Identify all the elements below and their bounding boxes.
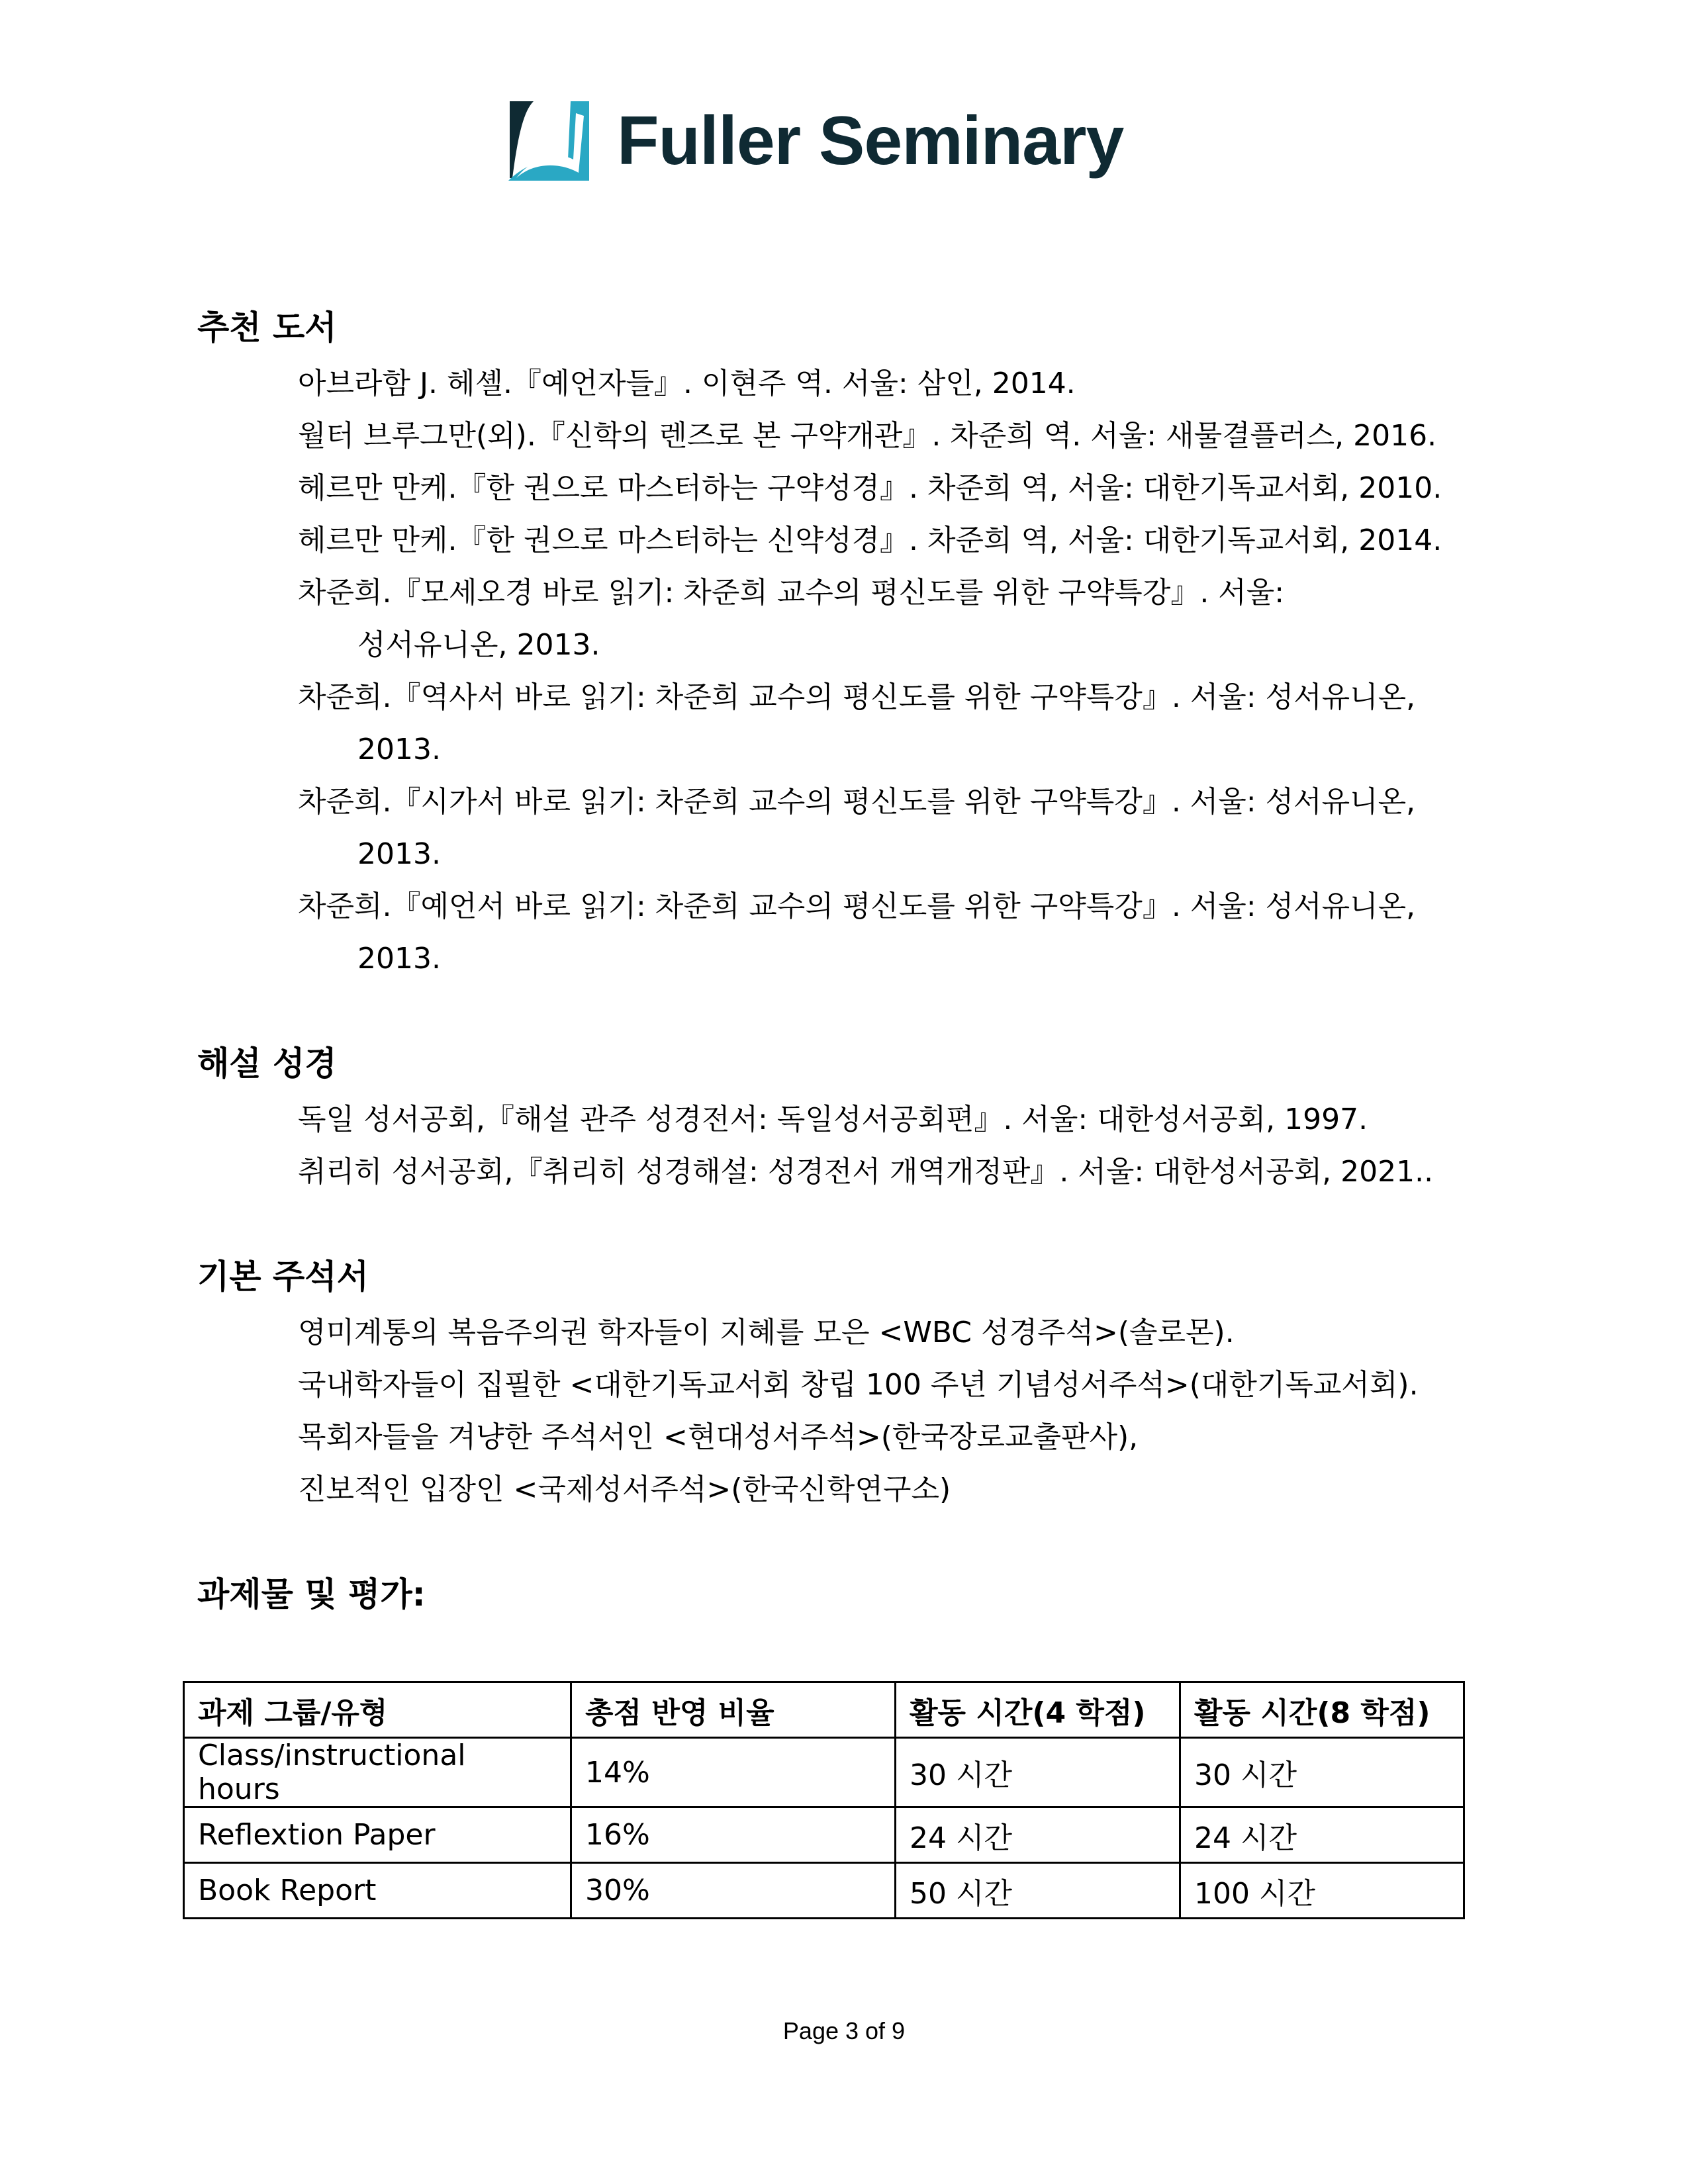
entry-text-continued: 2013. — [357, 733, 441, 766]
entry-text: 차준희.『시가서 바로 읽기: 차준희 교수의 평신도를 위한 구약특강』. 서울: 성서유니온, — [298, 785, 1416, 819]
entry-text-continued: 2013. — [357, 837, 441, 871]
table-header-row — [184, 1682, 1464, 1738]
table-cell: 30 시간 — [1180, 1738, 1464, 1807]
column-header: 총점 반영 비율 — [571, 1682, 896, 1738]
column-header: 활동 시간(8 학점) — [1180, 1682, 1464, 1738]
column-header: 활동 시간(4 학점) — [896, 1682, 1180, 1738]
logo-wordmark: Fuller Seminary — [617, 103, 1124, 179]
entry-text: 헤르만 만케.『한 권으로 마스터하는 신약성경』. 차준희 역, 서울: 대한기독교서회, 2014. — [298, 523, 1442, 557]
commentary-entry: 국내학자들이 집필한 <대한기독교서회 창립 100 주년 기념성서주석>(대한기독교서회). — [298, 1368, 1419, 1402]
recommended-books-heading: 추천 도서 — [197, 308, 337, 347]
bibliography-entry: 독일 성서공회,『해설 관주 성경전서: 독일성서공회편』. 서울: 대한성서공회, 1997. — [298, 1103, 1368, 1136]
study-bibles-heading: 해설 성경 — [197, 1044, 337, 1083]
table-cell: 30% — [571, 1863, 896, 1919]
table-cell: Book Report — [184, 1863, 571, 1919]
table-cell: 24 시간 — [896, 1807, 1180, 1863]
entry-text: 차준희.『예언서 바로 읽기: 차준희 교수의 평신도를 위한 구약특강』. 서울: 성서유니온, — [298, 889, 1416, 923]
table-cell: 14% — [571, 1738, 896, 1807]
commentaries-heading: 기본 주석서 — [197, 1257, 369, 1296]
entry-text: 월터 브루그만(외).『신학의 렌즈로 본 구약개관』. 차준희 역. 서울: 새물결플러스, 2016. — [298, 419, 1437, 453]
assignments-heading: 과제물 및 평가: — [197, 1575, 426, 1614]
bibliography-entry — [298, 776, 1489, 880]
fuller-seminary-logo — [507, 98, 1123, 184]
entry-text: 헤르만 만케.『한 권으로 마스터하는 구약성경』. 차준희 역, 서울: 대한기독교서회, 2010. — [298, 471, 1442, 505]
bibliography-entry: 취리히 성서공회,『취리히 성경해설: 성경전서 개역개정판』. 서울: 대한성서공회, 2021.. — [298, 1155, 1434, 1189]
bibliography-entry — [298, 880, 1489, 985]
column-header: 과제 그룹/유형 — [184, 1682, 571, 1738]
table-row — [184, 1807, 1464, 1863]
study-bibles-list — [298, 1093, 1489, 1198]
table-cell: 50 시간 — [896, 1863, 1180, 1919]
table-cell: 100 시간 — [1180, 1863, 1464, 1919]
entry-text-continued: 성서유니온, 2013. — [357, 628, 600, 662]
entry-text: 차준희.『역사서 바로 읽기: 차준희 교수의 평신도를 위한 구약특강』. 서울: 성서유니온, — [298, 680, 1416, 714]
entry-text: 차준희.『모세오경 바로 읽기: 차준희 교수의 평신도를 위한 구약특강』. 서울: — [298, 576, 1285, 610]
table-cell: 16% — [571, 1807, 896, 1863]
commentary-entry: 진보적인 입장인 <국제성서주석>(한국신학연구소) — [298, 1473, 951, 1506]
bibliography-entry — [298, 567, 1489, 671]
open-book-logo-icon — [507, 99, 592, 183]
commentary-entry: 영미계통의 복음주의권 학자들이 지혜를 모은 <WBC 성경주석>(솔로몬). — [298, 1316, 1235, 1349]
grading-table — [183, 1681, 1465, 1919]
table-cell: Class/instructional hours — [184, 1738, 571, 1807]
table-cell: 24 시간 — [1180, 1807, 1464, 1863]
bibliography-entry — [298, 410, 1489, 462]
entry-text: 아브라함 J. 헤셸.『예언자들』. 이현주 역. 서울: 삼인, 2014. — [298, 367, 1076, 400]
commentary-entry: 목회자들을 겨냥한 주석서인 <현대성서주석>(한국장로교출판사), — [298, 1420, 1139, 1454]
bibliography-entry — [298, 514, 1489, 567]
table-row — [184, 1738, 1464, 1807]
bibliography-entry — [298, 671, 1489, 776]
bibliography-entry — [298, 357, 1489, 410]
page-number: Page 3 of 9 — [782, 2017, 906, 2044]
table-cell: Reflextion Paper — [184, 1807, 571, 1863]
commentaries-list — [298, 1306, 1489, 1516]
bibliography-entry — [298, 462, 1489, 514]
recommended-books-list — [298, 357, 1489, 985]
table-cell: 30 시간 — [896, 1738, 1180, 1807]
entry-text-continued: 2013. — [357, 942, 441, 976]
table-row — [184, 1863, 1464, 1919]
